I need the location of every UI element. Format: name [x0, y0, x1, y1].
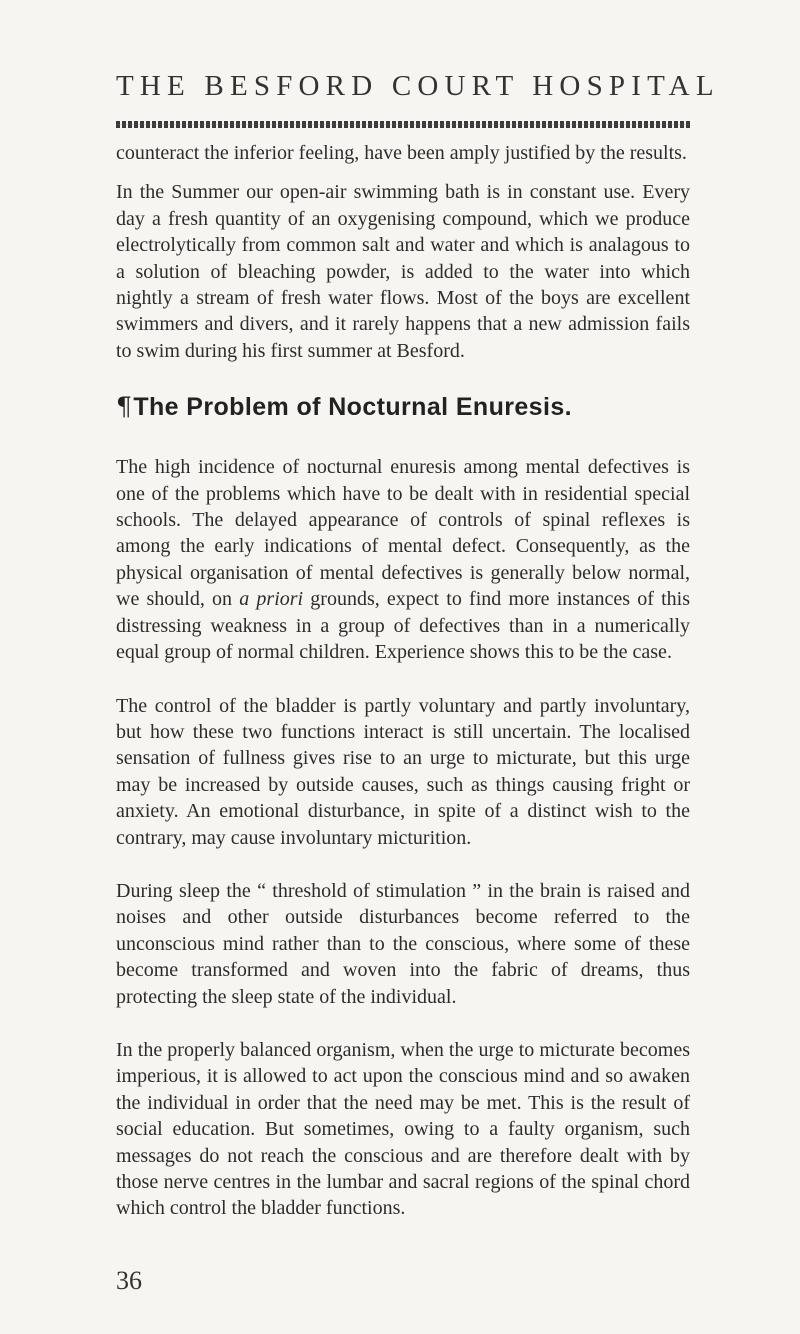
- page-number: 36: [116, 1266, 142, 1295]
- section-paragraph-2: The control of the bladder is partly voluntary and partly involuntary, but how these two functions interact is still uncertain. The localised sensation of fullness gives rise to an urge to micturate, but this urge may be increased by outside causes, such as things causing fright or anxiety. An emotional disturbance, in spite of a distinct wish to the contrary, may cause involuntary micturition.: [116, 694, 690, 849]
- section-paragraph-1-part-1: The high incidence of nocturnal enuresis among mental defectives is one of the problems which have to be dealt with in residential special schools. The delayed appearance of controls of spinal reflexes is among the early indications of mental defect. Consequently, as the physical organisation of mental defectives is generally below normal, we should, on: [116, 456, 690, 611]
- section-paragraph-1: [116, 454, 690, 665]
- section-nocturnal-enuresis: [116, 392, 690, 1222]
- section-paragraph-3: During sleep the “ threshold of stimulation ” in the brain is raised and noises and other outside disturbances become referred to the unconscious mind rather than to the conscious, where some of these become transformed and woven into the fabric of dreams, thus protecting the sleep state of the individual.: [116, 879, 690, 1008]
- pilcrow-icon: ¶: [116, 392, 133, 422]
- section-paragraph-1-part-2: grounds, expect to find more instances of this distressing weakness in a group of defectives than in a numerically equal group of normal children. Experience shows this to be the case.: [116, 588, 690, 664]
- paragraph-intro-1: counteract the inferior feeling, have been amply justified by the results.: [116, 142, 687, 164]
- section-paragraph-1-italic: a priori: [239, 588, 304, 611]
- body-text: [116, 140, 690, 1222]
- running-head: THE BESFORD COURT HOSPITAL: [116, 70, 720, 102]
- section-heading: [116, 392, 690, 422]
- decorative-rule: [116, 121, 690, 128]
- section-paragraph-4: In the properly balanced organism, when the urge to micturate becomes imperious, it is allowed to act upon the conscious mind and so awaken the individual in order that the need may be met. This is the result of social education. But sometimes, owing to a faulty organism, such messages do not reach the conscious and are therefore dealt with by those nerve centres in the lumbar and sacral regions of the spinal chord which control the bladder functions.: [116, 1038, 690, 1220]
- section-heading-text: The Problem of Nocturnal Enuresis.: [133, 393, 572, 422]
- paragraph-intro-2: In the Summer our open-air swimming bath is in constant use. Every day a fresh quantity of an oxygenising compound, which we produce electrolytically from common salt and water and which is analagous to a solution of bleaching powder, is added to the water into which nightly a stream of fresh water flows. Most of the boys are excellent swimmers and divers, and it rarely happens that a new admission fails to swim during his first summer at Besford.: [116, 181, 690, 362]
